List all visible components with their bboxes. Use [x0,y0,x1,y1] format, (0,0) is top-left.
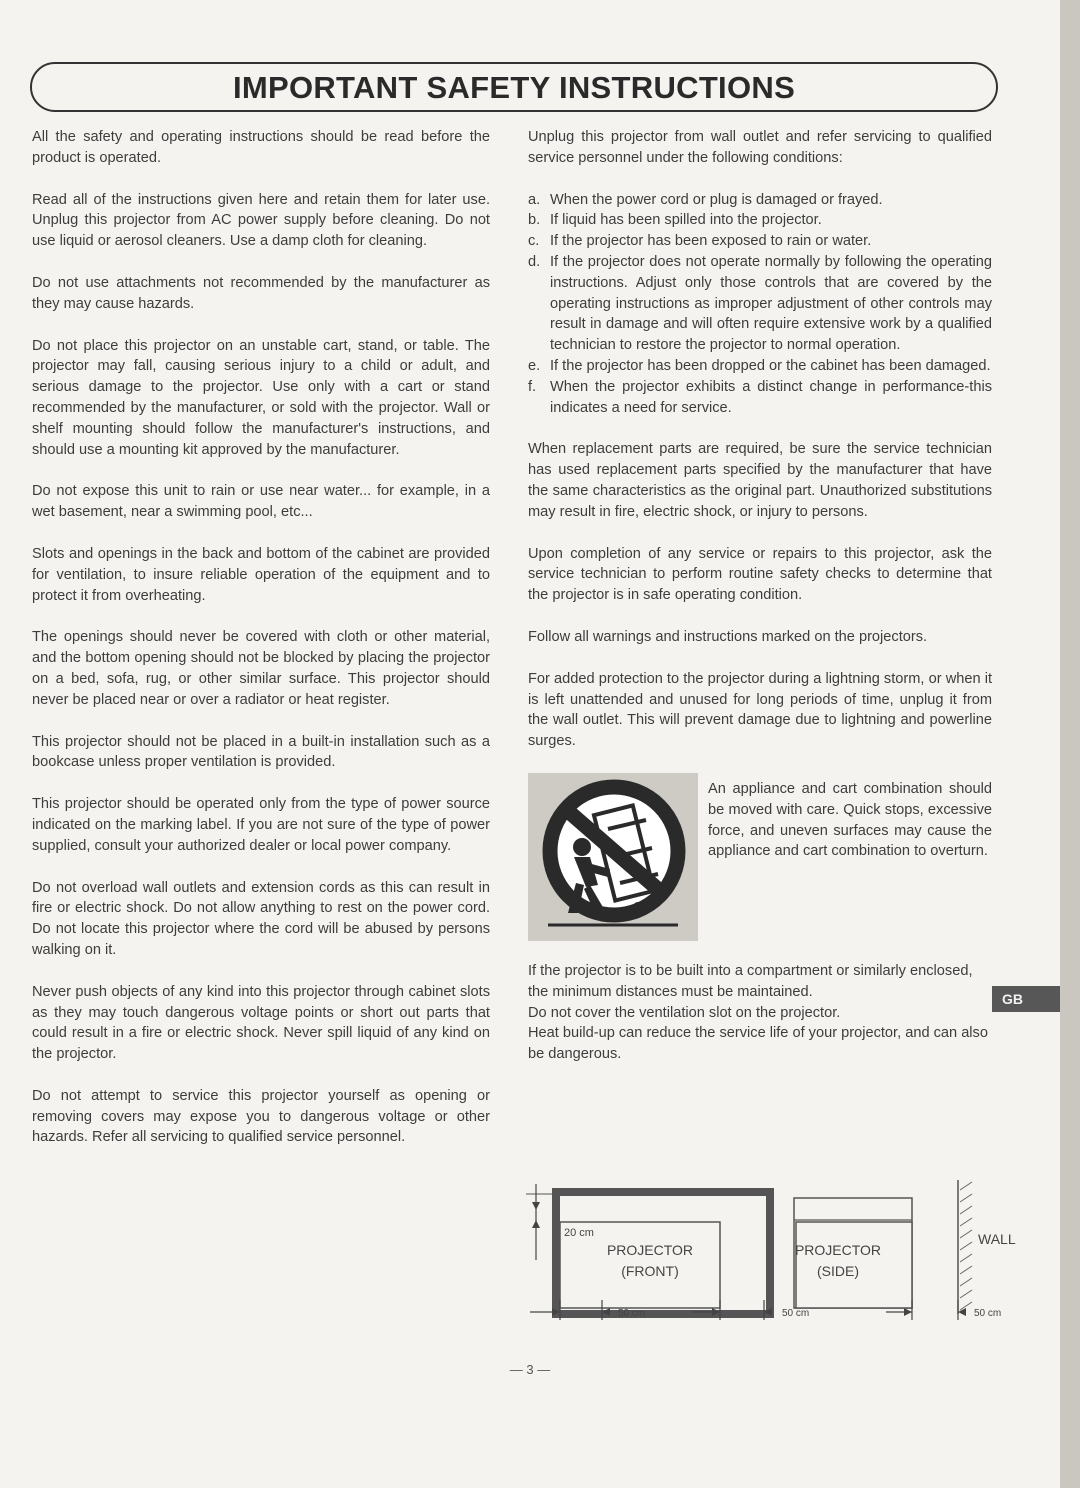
page-edge [1060,0,1080,1488]
left-column [32,127,490,1169]
side-label-line1: PROJECTOR [794,1242,882,1258]
gap-label-2: 50 cm [782,1308,810,1319]
page-number: — 3 — [509,1362,551,1377]
condition-item: a. When the power cord or plug is damaged or frayed. [528,191,883,208]
safety-paragraph: Read all of the instructions given here and retain them for later use. Unplug this projector from AC power supply before cleaning. Do not use liquid or aerosol cleaners. Use a damp cloth for cleaning. [32,191,490,250]
safety-paragraph: Do not place this projector on an unstable cart, stand, or table. The projector may fall, causing serious injury to a child or adult, and serious damage to the projector. Use only with a cart or stand recommended by the manufacturer, or sold with the projector. Wall or shelf mounting should follow the manufacturer's instructions, and should use a mounting kit approved by the manufacturer. [32,337,490,458]
safety-paragraph: Do not attempt to service this projector yourself as opening or removing covers may expose you to dangerous voltage or other hazards. Refer all servicing to qualified service personnel. [32,1087,490,1146]
condition-item: f. When the projector exhibits a distinct change in performance-this indicates a need for service. [528,378,992,416]
wall-hatching [960,1180,972,1310]
arrow-right-icon [904,1308,912,1316]
title-banner [30,62,998,112]
safety-paragraph: Slots and openings in the back and bottom of the cabinet are provided for ventilation, to insure reliable operation of the equipment and to protect it from overheating. [32,545,490,604]
safety-paragraph: For added protection to the projector during a lightning storm, or when it is left unattended and unused for long periods of time, unplug it from the wall outlet. This will prevent damage due to lightning and powerline surges. [528,670,992,750]
front-label-line1: PROJECTOR [606,1242,694,1258]
front-label-line2: (FRONT) [621,1263,679,1279]
safety-paragraph: This projector should be operated only from the type of power source indicated on the marking label. If you are not sure of the type of power supplied, consult your authorized dealer or local power company. [32,796,490,854]
installation-notes [528,961,992,1065]
safety-paragraph: This projector should not be placed in a built-in installation such as a bookcase unless proper ventilation is provided. [32,733,490,771]
servicing-conditions-list [528,190,992,419]
safety-paragraph: Never push objects of any kind into this projector through cabinet slots as they may touch dangerous voltage points or short out parts that could result in a fire or electric shock. Never spill liquid of any kind on the projector. [32,983,490,1063]
page-title: IMPORTANT SAFETY INSTRUCTIONS [232,70,796,105]
safety-paragraph: When replacement parts are required, be sure the service technician has used replacement parts specified by the manufacturer that have the same characteristics as the original part. Unauthorized substitutions may result in fire, electric shock, or injury to persons. [528,441,992,520]
clearance-diagram [526,1180,1026,1330]
safety-paragraph: Follow all warnings and instructions marked on the projectors. [528,628,928,645]
servicing-intro: Unplug this projector from wall outlet and refer servicing to qualified service personnel under the following conditions: [528,129,992,166]
right-column [528,127,992,1065]
wall-label: WALL [978,1231,1016,1247]
cart-tip-over-warning-icon [528,773,698,941]
safety-paragraph: Do not use attachments not recommended by the manufacturer as they may cause hazards. [32,274,490,312]
gap-label-1: 50 cm [618,1308,646,1319]
installation-note: Heat build-up can reduce the service life of your projector, and can also be dangerous. [528,1025,988,1063]
gap-label-3: 50 cm [974,1308,1002,1319]
top-gap-label: 20 cm [564,1227,594,1239]
safety-paragraph: The openings should never be covered with cloth or other material, and the bottom opening should not be blocked by placing the projector on a bed, sofa, rug, or other similar surface. This projector should never be placed near or over a radiator or heat register. [32,629,490,708]
safety-paragraph: Do not overload wall outlets and extension cords as this can result in fire or electric shock. Do not allow anything to rest on the power cord. Do not locate this projector where the cord will be abused by persons walking on it. [32,879,490,958]
arrow-down-icon [532,1202,540,1210]
arrow-up-icon [532,1220,540,1228]
cart-warning-text: An appliance and cart combination should be moved with care. Quick stops, excessive force, and uneven surfaces may cause the appliance and cart combination to overturn. [708,780,992,860]
safety-paragraph: Do not expose this unit to rain or use near water... for example, in a wet basement, near a swimming pool, etc... [32,483,490,521]
installation-note: Do not cover the ventilation slot on the projector. [528,1004,841,1021]
installation-note: If the projector is to be built into a compartment or similarly enclosed, the minimum distances must be maintained. [528,962,973,1000]
safety-paragraph: Upon completion of any service or repairs to this projector, ask the service technician to perform routine safety checks to determine that the projector is in safe operating condition. [528,545,992,604]
condition-item: c. If the projector has been exposed to rain or water. [528,233,872,250]
condition-item: b. If liquid has been spilled into the projector. [528,212,822,229]
side-label-line2: (SIDE) [817,1263,859,1279]
cart-warning-block [528,773,992,945]
safety-paragraph: All the safety and operating instructions should be read before the product is operated. [32,129,490,166]
language-tab-gb: GB [992,986,1060,1012]
condition-item: d. If the projector does not operate normally by following the operating instructions. Adjust only those controls that are covered by the operating instructions as improper adjustment of other controls may result in damage and will often require extensive work by a qualified technician to restore the projector to normal operation. [528,253,992,354]
condition-item: e. If the projector has been dropped or the cabinet has been damaged. [528,357,991,374]
